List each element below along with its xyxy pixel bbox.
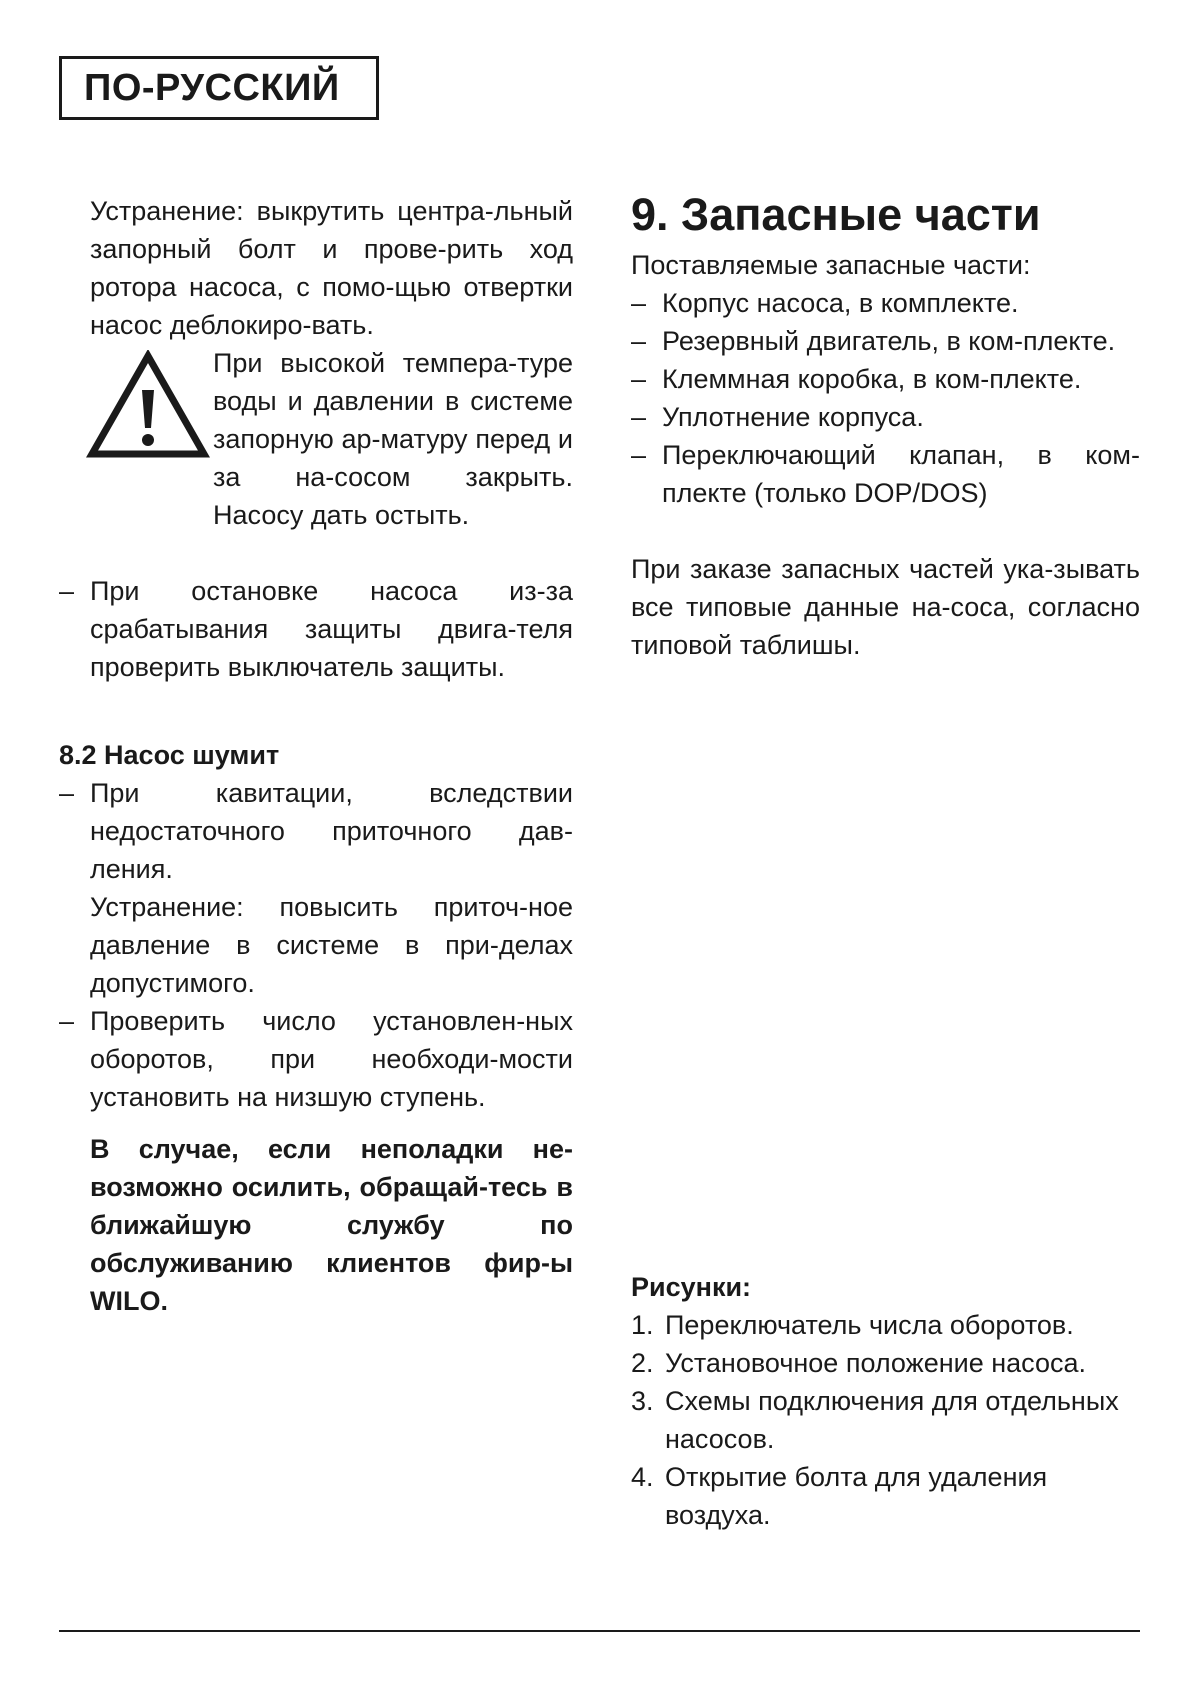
list-item: [631, 436, 1140, 512]
dash-bullet: –: [59, 778, 75, 808]
list-item: [59, 1002, 573, 1116]
spare-parts-intro: Поставляемые запасные части:: [631, 250, 1031, 280]
language-label: ПО-РУССКИЙ: [59, 56, 379, 120]
section-title-9: 9. Запасные части: [631, 189, 1041, 240]
list-number: 4.: [631, 1462, 654, 1492]
list-item: [631, 1382, 1140, 1458]
list-item-text: Переключающий клапан, в ком-плекте (только DOP/DOS): [662, 440, 1140, 508]
order-note: При заказе запасных частей ука-зывать все типовые данные на-соса, согласно типовой таблишы.: [631, 554, 1140, 660]
dash-bullet: –: [631, 440, 647, 470]
dash-bullet: –: [631, 402, 647, 432]
list-item-text: Открытие болта для удаления воздуха.: [665, 1462, 1048, 1530]
closing-note: В случае, если неполадки не-возможно осилить, обращай-тесь в ближайшую службу по обслуживанию клиентов фир-ы WILO.: [90, 1134, 573, 1316]
left-column: [59, 192, 573, 1320]
list-item-text: При остановке насоса из-за срабатывания защиты двига-теля проверить выключатель защиты.: [90, 576, 573, 682]
right-column: [631, 189, 1140, 664]
dash-bullet: –: [631, 326, 647, 356]
warning-text: При высокой темпера-туре воды и давлении в системе запорную ар-матуру перед и за на-сосом закрыть. Насосу дать остыть.: [213, 348, 573, 530]
list-item-text: Резервный двигатель, в ком-плекте.: [662, 326, 1116, 356]
bottom-divider: [59, 1630, 1140, 1632]
list-item-text: Проверить число установлен-ных оборотов, при необходи-мости установить на низшую ступень.: [90, 1006, 573, 1112]
remedy-cavitation: Устранение: повысить приточ-ное давление в системе в при-делах допустимого.: [90, 892, 573, 998]
list-item: [631, 1306, 1140, 1344]
warning-block: [90, 344, 573, 572]
section-title-8-2: 8.2 Насос шумит: [59, 740, 280, 770]
dash-bullet: –: [631, 364, 647, 394]
list-item: [59, 774, 573, 888]
dash-bullet: –: [59, 1006, 75, 1036]
figures-list: [631, 1268, 1140, 1534]
list-item: [631, 398, 1140, 436]
list-item-text: Корпус насоса, в комплекте.: [662, 288, 1019, 318]
list-item: [631, 360, 1140, 398]
list-item: [631, 284, 1140, 322]
list-number: 3.: [631, 1386, 654, 1416]
list-item: [59, 572, 573, 686]
remedy-intro: Устранение: выкрутить центра-льный запорный болт и прове-рить ход ротора насоса, с помо-щью отвертки насос деблокиро-вать.: [90, 196, 573, 340]
figures-title: Рисунки:: [631, 1272, 752, 1302]
list-item: [631, 1344, 1140, 1382]
list-number: 1.: [631, 1310, 654, 1340]
list-item: [631, 1458, 1140, 1534]
list-item-text: Уплотнение корпуса.: [662, 402, 924, 432]
list-item: [631, 322, 1140, 360]
list-item-text: Переключатель числа оборотов.: [665, 1310, 1074, 1340]
list-item-text: При кавитации, вследствии недостаточного приточного дав-ления.: [90, 778, 573, 884]
dash-bullet: –: [59, 576, 75, 606]
list-item-text: Установочное положение насоса.: [665, 1348, 1086, 1378]
dash-bullet: –: [631, 288, 647, 318]
list-number: 2.: [631, 1348, 654, 1378]
warning-triangle-icon: [86, 350, 210, 460]
list-item-text: Клеммная коробка, в ком-плекте.: [662, 364, 1082, 394]
list-item-text: Схемы подключения для отдельных насосов.: [665, 1386, 1119, 1454]
